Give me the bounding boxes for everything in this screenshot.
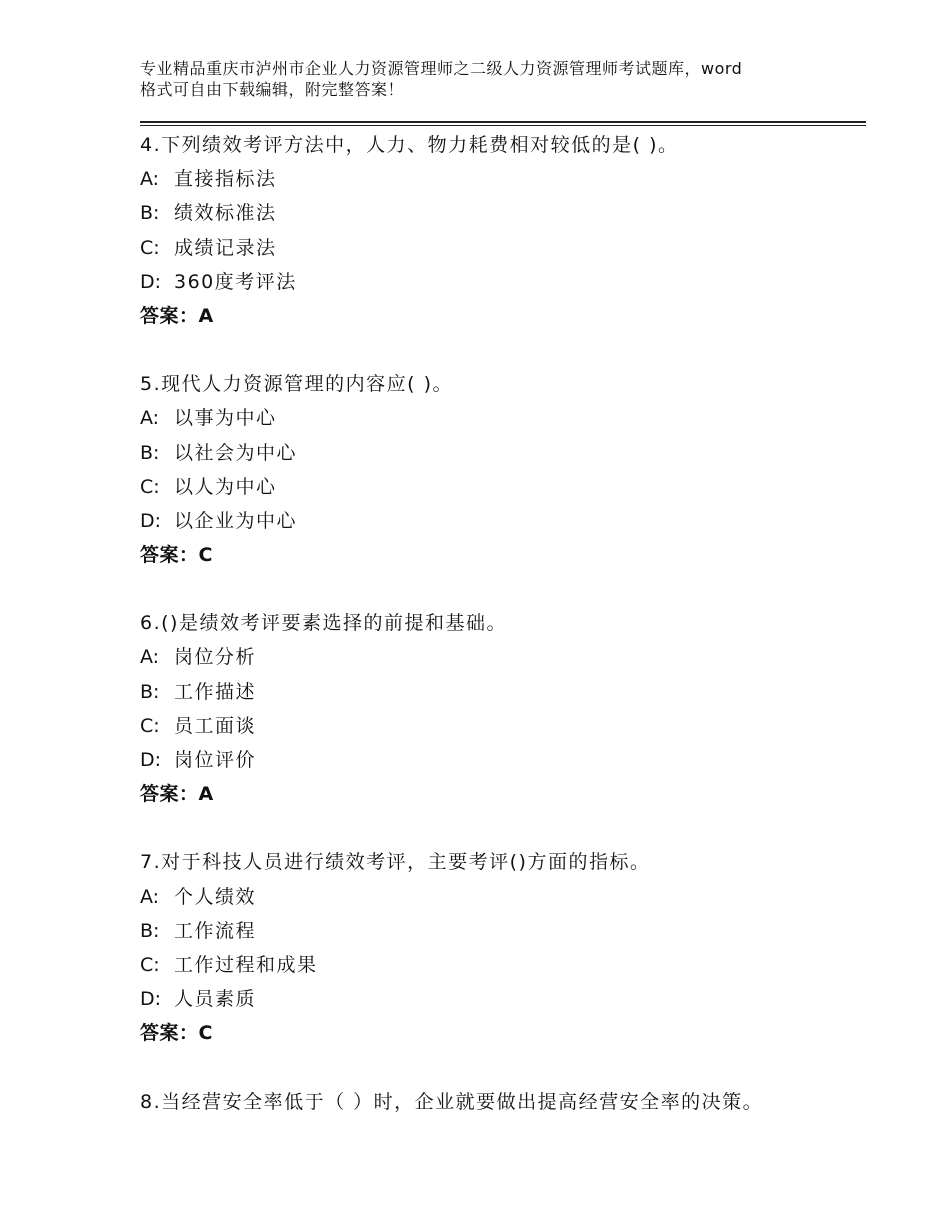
option-letter: D: [140, 988, 162, 1011]
option-text: 直接指标法 [174, 168, 277, 191]
option-b [140, 675, 866, 709]
option-letter: D: [140, 509, 162, 532]
option-text: 岗位评价 [174, 749, 257, 771]
option-letter: A: [140, 646, 160, 669]
header-divider-thin [140, 125, 866, 126]
option-text: 岗位分析 [174, 646, 257, 669]
question-7 [140, 845, 866, 1050]
option-b [140, 914, 866, 948]
option-text: 以社会为中心 [174, 441, 298, 464]
question-5 [140, 367, 866, 572]
answer-label: 答案：A [140, 783, 214, 806]
option-d [140, 265, 866, 299]
option-c [140, 231, 866, 265]
option-d [140, 504, 866, 538]
option-letter: B: [140, 680, 160, 703]
option-a [140, 162, 866, 196]
option-text: 工作过程和成果 [174, 953, 318, 976]
question-stem: 6.()是绩效考评要素选择的前提和基础。 [140, 612, 507, 635]
option-a [140, 401, 866, 435]
option-text: 绩效标准法 [174, 202, 277, 225]
option-letter: C: [140, 714, 160, 737]
option-letter: D: [140, 270, 162, 293]
option-a [140, 640, 866, 674]
question-stem: 4.下列绩效考评方法中，人力、物力耗费相对较低的是( )。 [140, 134, 679, 156]
option-letter: B: [140, 919, 160, 942]
answer-label: 答案：C [140, 1022, 213, 1045]
question-stem: 7.对于科技人员进行绩效考评，主要考评()方面的指标。 [140, 851, 651, 874]
option-b [140, 196, 866, 230]
option-c [140, 470, 866, 504]
option-text: 360度考评法 [174, 270, 297, 293]
option-c [140, 948, 866, 982]
header-line-1: 专业精品重庆市泸州市企业人力资源管理师之二级人力资源管理师考试题库，word [140, 59, 743, 78]
option-text: 个人绩效 [174, 885, 257, 908]
question-list [140, 128, 866, 1153]
option-text: 成绩记录法 [174, 236, 277, 259]
option-letter: A: [140, 407, 160, 430]
question-stem: 8.当经营安全率低于（ ）时，企业就要做出提高经营安全率的决策。 [140, 1090, 764, 1113]
option-letter: C: [140, 953, 160, 976]
option-letter: C: [140, 236, 160, 259]
document-header [140, 58, 840, 100]
answer-label: 答案：A [140, 304, 214, 327]
option-text: 以事为中心 [174, 407, 277, 430]
option-text: 员工面谈 [174, 714, 257, 737]
option-letter: A: [140, 168, 160, 191]
option-letter: D: [140, 749, 162, 771]
option-a [140, 880, 866, 914]
option-letter: C: [140, 475, 160, 498]
option-c [140, 709, 866, 743]
option-d [140, 982, 866, 1016]
option-letter: A: [140, 885, 160, 908]
header-divider-thick [140, 121, 866, 123]
answer-label: 答案：C [140, 544, 213, 567]
option-b [140, 436, 866, 470]
question-4 [140, 128, 866, 333]
option-text: 人员素质 [174, 988, 257, 1011]
question-stem: 5.现代人力资源管理的内容应( )。 [140, 373, 453, 396]
option-letter: B: [140, 202, 160, 225]
option-text: 以人为中心 [174, 475, 277, 498]
question-8 [140, 1085, 866, 1119]
option-d [140, 743, 866, 777]
option-text: 以企业为中心 [174, 509, 298, 532]
header-line-2: 格式可自由下载编辑，附完整答案！ [140, 80, 405, 99]
option-text: 工作描述 [174, 680, 257, 703]
question-6 [140, 606, 866, 811]
option-letter: B: [140, 441, 160, 464]
option-text: 工作流程 [174, 919, 257, 942]
